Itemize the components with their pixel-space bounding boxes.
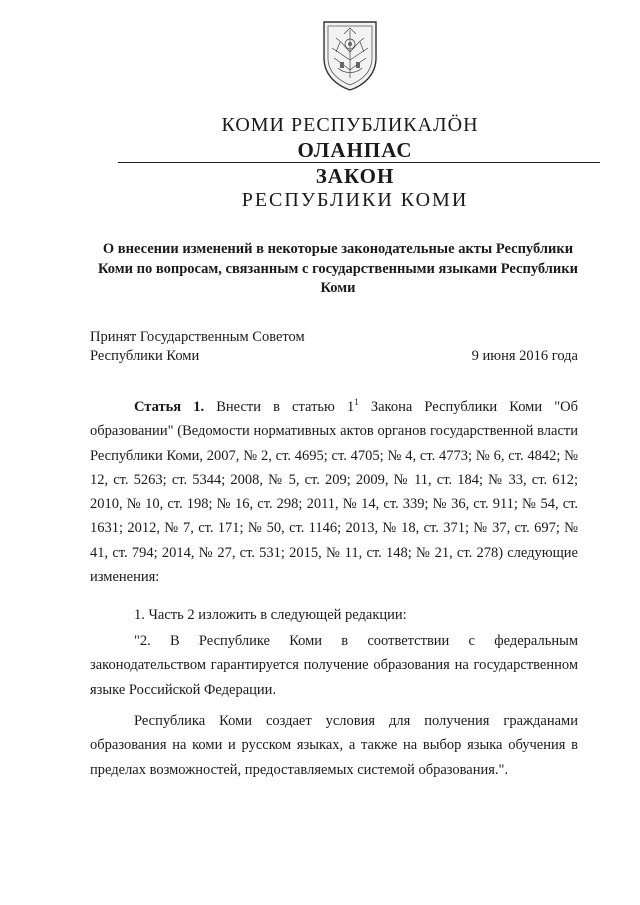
quoted-paragraph-1: "2. В Республике Коми в соответствии с федеральным законодательством гарантируется получение образования на государственном языке Российской Федерации. [90,633,578,698]
adoption-block [90,328,305,366]
article-1-point-1: 1. Часть 2 изложить в следующей редакции: [134,607,407,623]
article-1-paragraph [90,395,578,589]
article-1-intro: Внести в статью 1 [216,399,355,415]
law-title: О внесении изменений в некоторые законодательные акты Республики Коми по вопросам, связанным с государственными языками Республики Коми [98,241,578,296]
header-respubliki-komi: РЕСПУБЛИКИ КОМИ [241,189,469,211]
header-zakon: ЗАКОН [315,164,395,188]
quoted-paragraph-2: Республика Коми создает условия для получения гражданами образования на коми и русском языках, а также на выбор языка обучения в пределах возможностей, предоставляемых системой образования.". [90,713,578,778]
article-1-superscript: 1 [354,397,359,408]
header-komi-republic: КОМИ РЕСПУБЛИКАЛӦН [221,114,479,136]
header-olanpas: ОЛАНПАС [297,138,413,162]
header-divider [118,162,600,163]
adopted-line-1: Принят Государственным Советом [90,329,305,345]
adopted-line-2: Республики Коми [90,348,200,364]
adoption-date: 9 июня 2016 года [471,348,578,364]
article-1-text: Закона Республики Коми "Об образовании" (Ведомости нормативных актов органов государственной власти Республики Коми, 2007, № 2, ст. 4695; ст. 4705; № 4, ст. 4773; № 6, ст. 4842; № 12, ст. 5263; ст. 5344; 2008, № 5, ст. 209; 2009, № 11, ст. 184; № 33, ст. 612; 2010, № 10, ст. 198; № 16, ст. 298; 2011, № 14, ст. 339; № 36, ст. 911; № 54, ст. 1631; 2012, № 7, ст. 171; № 50, ст. 1146; 2013, № 18, ст. 371; № 37, ст. 697; № 41, ст. 794; 2014, № 27, ст. 531; 2015, № 11, ст. 148; № 21, ст. 278) следующие изменения: [90,399,579,586]
article-1-label: Статья 1. [134,399,205,415]
coat-of-arms-emblem [318,18,382,92]
